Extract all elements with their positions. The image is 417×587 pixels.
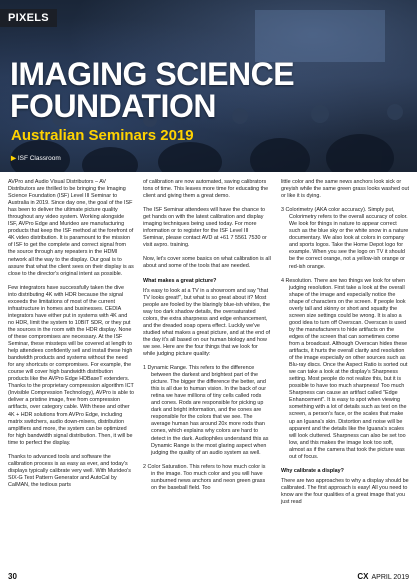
title-line-1: IMAGING SCIENCE — [10, 56, 295, 92]
column-1 — [8, 179, 134, 496]
footer-masthead — [357, 572, 409, 581]
paragraph: There are two approaches to why a display should be calibrated. The first approach is easy! All you need to know are the four qualities of a great image that you just read — [281, 477, 409, 505]
column-2 — [143, 179, 271, 499]
paragraph: little color and the same news anchors look sick or greyish while the same green grass looks washed out or like it is dying. — [281, 179, 409, 200]
list-item: 1 Dynamic Range. This refers to the difference between the darkest and brightest part of the picture. The bigger the difference the better, and this is all due to human vision. In the back of our retina we have millions of tiny cells called rods and cones. Rods are responsible for picking up dark and bright information, and the cones are responsible for the colors that we see. The average human has around 20x more rods than cones, which explains why colors are hard to detect in the dark. Audiophiles understand this as Dynamic Range is the most glaring aspect when judging the quality of an audio system as well. — [143, 365, 269, 456]
paragraph: of calibration are now automated, saving calibrators tons of time. This leaves more time for educating the client and giving them a great demo. — [143, 179, 269, 200]
paragraph: The ISF Seminar attendees will have the chance to get hands on with the latest calibration and display imaging techniques being used today. For more information or to register for the ISF Level III Seminar, please contact AVD at +61 7 5561 7530 or visit avpro. training. — [143, 207, 267, 249]
paragraph: Thanks to advanced tools and software the calibration process is as easy as ever, and today's displays typically calibrate very well. With Murideo's SIX-G Test Pattern Generator and AutoCal by CalMAN, the tedious parts — [8, 453, 131, 488]
paragraph: AVPro and Audio Visual Distributors – AV Distributors are thrilled to be bringing the Imaging Science Foundation (ISF) Level III Seminar to Australia in 2019. Since day one, the goal of the ISF has been to deliver the ultimate picture quality throughout any video system. Working alongside ISF, AVPro Edge and Murideo are manufacturing products that keep the ISF method at the forefront of 4K video distribution. It is paramount to the mission of ISF to get the complete and correct signal from the source through any repeaters in the HDMI network all the way to the display. Our goal is to assure that what the client sees on their display is as close to the director's original intent as possible. — [8, 179, 134, 277]
photo-credit-text: ISF Classroom — [17, 155, 61, 162]
column-3 — [281, 179, 409, 513]
paragraph: Few integrators have successfully taken the dive into distributing 4K with HDR because the signal exceeds the limitations of most of the current infrastructure in homes and businesses. CEDIA integrators have either put in systems with 4K and no HDR, limit the system to 10BIT SDR, or they put the sources in the room with the HDR display. None of these compromises are necessary. At the ISF Seminar, these missteps will be covered at length to help attendees confidently sell and install these high bandwidth products and systems without the need for any shortcuts or compromises. For example, the course will cover high bandwidth distribution products like the AVPro Edge HDBaseT extenders. Thanks to the proprietary compression algorithm ICT (Invisible Compression Technology), AVPro is able to deliver a pristine image, free from compression artifacts, over category cable. With these and other 4K + HDR solutions from AVPro Edge, including matrix switchers, audio down-mixers, distribution amplifiers and more, the system can be optimized for high bandwidth signal distribution. Then, it will be time to perfect the display. — [8, 284, 134, 446]
magazine-logo: CX — [357, 572, 369, 581]
article-title — [10, 58, 294, 122]
section-heading: What makes a great picture? — [143, 277, 217, 284]
hero-banner — [0, 0, 417, 172]
paragraph: Now, let's cover some basics on what calibration is all about and some of the tools that are needed. — [143, 256, 271, 270]
article-subtitle: Australian Seminars 2019 — [11, 127, 194, 144]
photo-credit: ▶ ISF Classroom — [11, 155, 61, 162]
page-footer — [0, 568, 417, 587]
list-item: 3 Colorimetry (AKA color accuracy). Simply put, Colorimetry refers to the overall accuracy of color. We look for things in nature to appear correct such as the blue sky or the white snow in a nature documentary. We also look at colors in company and sports logos. Take the Home Depot logo for example. When you see the logo on TV it should be the correct orange, not a yellow-ish orange or red-ish orange. — [281, 207, 409, 270]
section-heading: Why calibrate a display? — [281, 467, 344, 474]
page-number: 30 — [8, 572, 17, 581]
list-item: 2 Color Saturation. This refers to how much color is in the image. Too much color and you will have sunburned news anchors and neon green grass on the baseball field. Too — [143, 463, 266, 491]
title-line-2: FOUNDATION — [10, 88, 216, 124]
paragraph: It's easy to look at a TV in a showroom and say "that TV looks great!", but what is so great about it? Most people are fooled by the blaringly blue-ish whites, the way too dark shadow details, the oversaturated colors, the extra sharpness and edge enhancement, and the dreaded soap opera effect. Luckily we've studied what makes a great picture, and at the end of the day it's all based on our human biology and how we see. Here are the four things that we look for while judging picture quality: — [143, 287, 271, 357]
issue-date: APRIL 2019 — [371, 574, 409, 581]
list-item: 4 Resolution. There are two things we look for when judging resolution. First take a look at the overall shape of the image and especially notice the shape of characters on the screen. If people look overly tall and skinny or short and squatty the screen size settings could be wrong. It is also a good idea to turn off Overscan. Overscan is used by the manufacturers to hide artifacts on the edges of the screen that can sometimes come from a broadcast. Although Overscan hides these artifacts, it hurts the overall clarity and resolution of the image especially on other sources such as Blu-ray discs. Once the Aspect Ratio is sorted out we can take a look at the display's Sharpness setting. Most people do not realize this, but it is possible to have too much sharpness! Too much Sharpness can cause an artifact called "Edge Enhancement". It is easy to spot when viewing something with a lot of details such as text on the screen, a person's face, or the scales that make up an Iguana's skin. Distortion and noise will be apparent and the details like the Iguana's scales will look cluttered. Sharpness can also be set too low, and this makes the image look too soft, almost as if the camera that took the picture was out of focus. — [281, 277, 408, 460]
section-tag: PIXELS — [0, 9, 57, 27]
